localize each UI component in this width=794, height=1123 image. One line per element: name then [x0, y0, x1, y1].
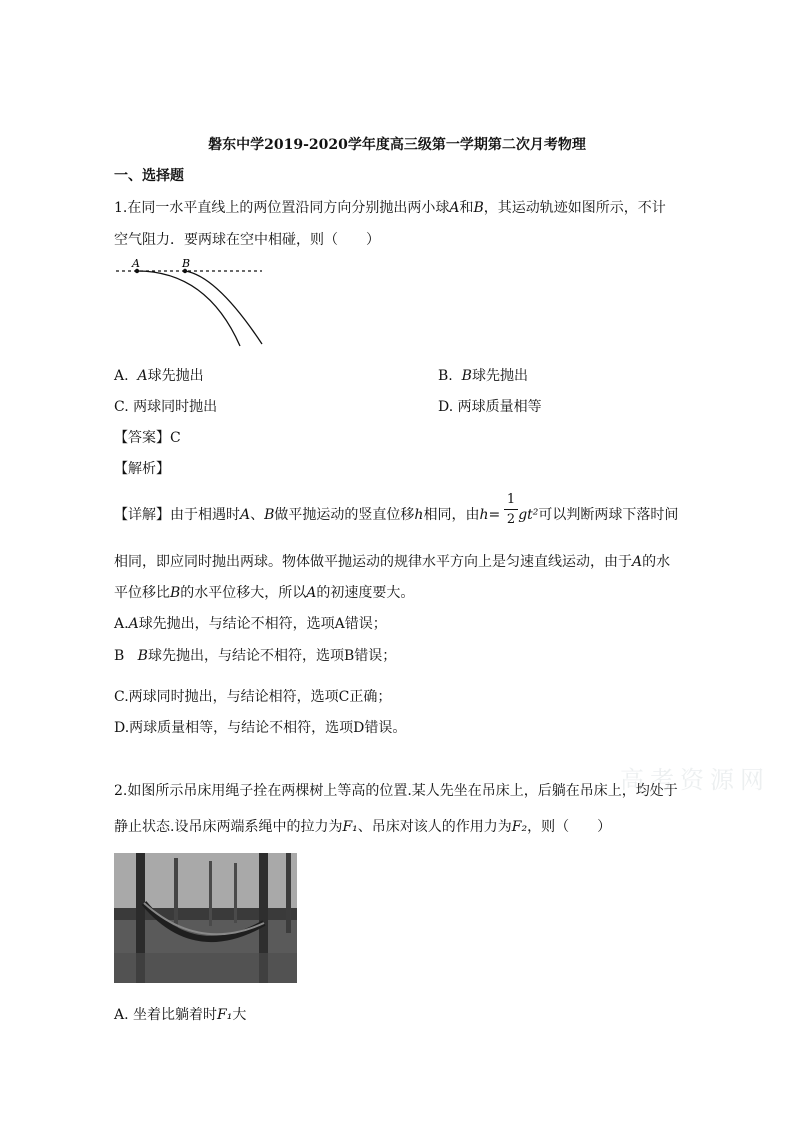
q1-option-c: C. 两球同时抛出 [114, 399, 218, 415]
detail-text-1: 【详解】由于相遇时 [114, 507, 240, 523]
line3-var-a: A [306, 585, 317, 601]
q1-trajectory-figure [112, 256, 272, 354]
q2-option-a-end: 大 [232, 1007, 247, 1023]
opt-b-var: B [137, 648, 148, 664]
line3-b: 的水平位移大，所以 [180, 585, 307, 601]
q1-option-a-explanation [114, 613, 387, 633]
detail-eq: h= [479, 507, 501, 523]
q2-stem-line-1: 2.如图所示吊床用绳子拴在两棵树上等高的位置.某人先坐在吊床上，后躺在吊床上，均处于 [114, 783, 678, 799]
detail-var-h: h [414, 507, 424, 523]
q2-f1: F₁ [342, 819, 358, 835]
q1-detail-line-3 [114, 582, 414, 602]
hammock-photo [114, 853, 297, 983]
q1-and: 和 [459, 200, 474, 216]
var-a: A [449, 200, 460, 216]
q2-stem-line-2 [114, 816, 611, 836]
q2-stem-b: 、吊床对该人的作用力为 [357, 819, 512, 835]
q1-option-b-explanation [114, 645, 396, 665]
line3-var-b: B [170, 585, 181, 601]
q1-stem-line-2: 空气阻力．要两球在空中相碰，则（ ） [114, 232, 380, 248]
q1-detail-line-2 [114, 551, 670, 571]
q2-option-a-var: F₁ [217, 1007, 233, 1023]
watermark: 高考资源网 [620, 766, 770, 794]
line3-a: 平位移比 [114, 585, 170, 601]
q1-stem-end: ，其运动轨迹如图所示，不计 [483, 200, 666, 216]
detail-sep: 、 [250, 507, 265, 523]
option-a-text: 球先抛出 [147, 368, 204, 384]
line2-text: 相同，即应同时抛出两球。物体做平抛运动的规律水平方向上是匀速直线运动，由于 [114, 554, 632, 570]
figure-label-b: B [182, 257, 191, 270]
fraction-denominator: 2 [506, 512, 516, 527]
q1-detail-line-1 [114, 504, 678, 524]
opt-a-prefix: A. [114, 616, 129, 632]
fraction-one-half [504, 492, 518, 527]
q1-stem-text: 1.在同一水平直线上的两位置沿同方向分别抛出两小球 [114, 200, 450, 216]
section-heading: 一、选择题 [114, 168, 184, 184]
q1-option-b [438, 365, 528, 385]
option-a-var: A [137, 368, 148, 384]
hammock-photo-graphic [114, 853, 297, 983]
opt-a-var: A [128, 616, 139, 632]
fraction-bar [504, 509, 518, 510]
figure-label-a: A [132, 257, 140, 270]
detail-text-3: 相同，由 [423, 507, 480, 523]
q2-stem-a: 静止状态.设吊床两端系绳中的拉力为 [114, 819, 343, 835]
option-a-prefix: A. [114, 368, 129, 384]
option-b-text: 球先抛出 [471, 368, 528, 384]
trajectory-b [185, 271, 262, 344]
q1-option-d-explanation: D.两球质量相等，与结论不相符，选项D错误。 [114, 720, 407, 736]
detail-text-4: 可以判断两球下落时间 [538, 507, 679, 523]
q1-answer: 【答案】C [114, 430, 181, 446]
q1-stem-line-1 [114, 197, 666, 217]
line2-end: 的水 [642, 554, 671, 570]
q1-option-c-explanation: C.两球同时抛出，与结论相符，选项C正确； [114, 689, 392, 705]
q2-option-a-prefix: A. 坐着比躺着时 [114, 1007, 218, 1023]
option-b-prefix: B. [438, 368, 453, 384]
q2-option-a [114, 1004, 246, 1024]
detail-text-2: 做平抛运动的竖直位移 [274, 507, 415, 523]
q2-stem-c: ，则（ ） [527, 819, 612, 835]
option-b-var: B [461, 368, 472, 384]
q1-option-d: D. 两球质量相等 [438, 399, 542, 415]
q2-f2: F₂ [511, 819, 528, 835]
line3-c: 的初速度要大。 [316, 585, 415, 601]
detail-gt2: gt² [518, 507, 539, 523]
detail-var-b: B [264, 507, 275, 523]
line2-var: A [632, 554, 643, 570]
fraction-numerator: 1 [506, 492, 516, 507]
var-b: B [473, 200, 484, 216]
trajectory-a [137, 271, 240, 346]
page-title: 磐东中学2019-2020学年度高三级第一学期第二次月考物理 [208, 137, 586, 153]
opt-b-text: 球先抛出，与结论不相符，选项B错误； [147, 648, 397, 664]
opt-a-text: 球先抛出，与结论不相符，选项A错误； [138, 616, 387, 632]
q1-option-a [114, 365, 204, 385]
opt-b-prefix: B [114, 648, 125, 664]
detail-var-a: A [240, 507, 251, 523]
q1-analysis-heading: 【解析】 [114, 461, 170, 477]
